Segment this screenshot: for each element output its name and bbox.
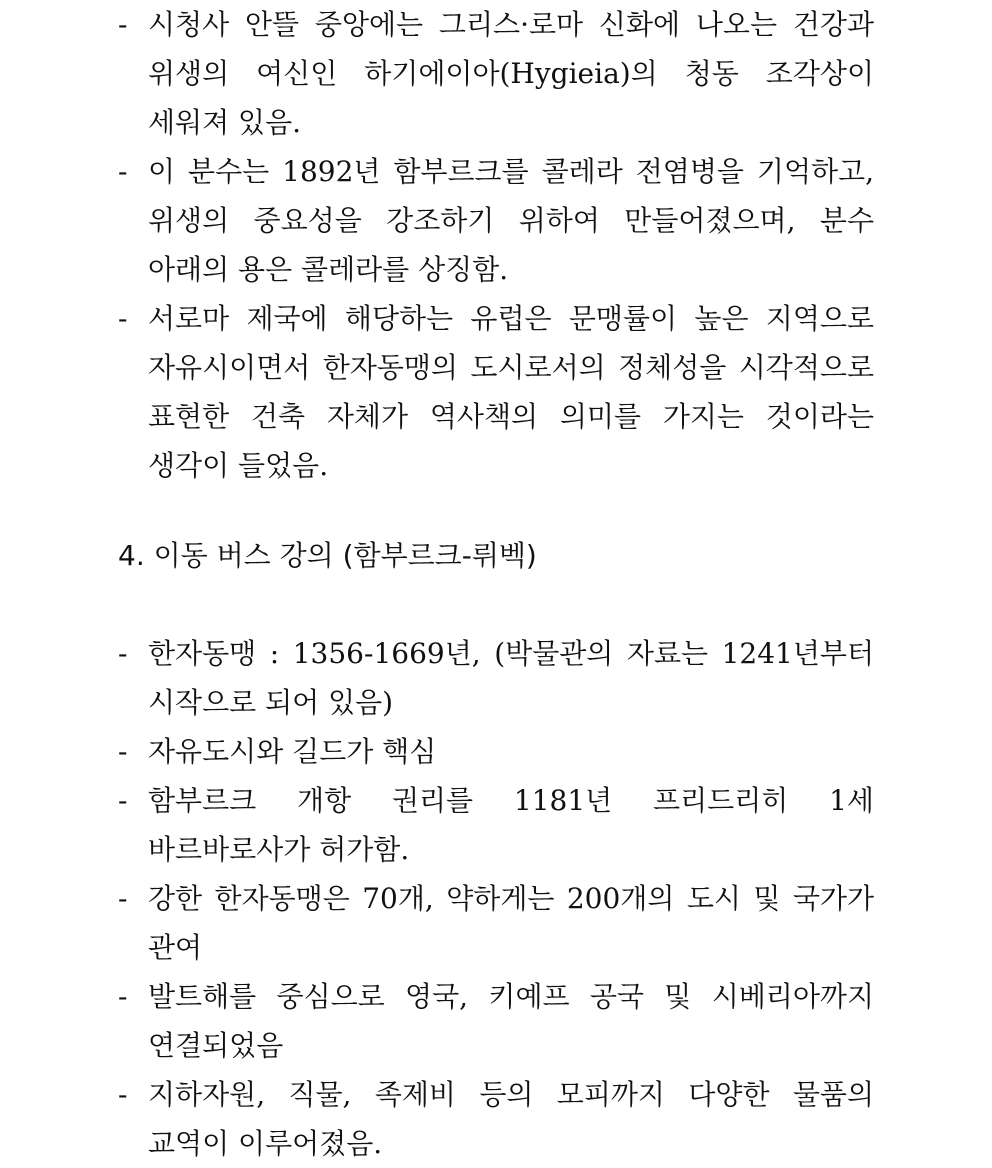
bullet-dash: - bbox=[118, 882, 128, 915]
list-item-text: 자유도시와 길드가 핵심 bbox=[148, 735, 437, 768]
list-item bbox=[118, 972, 874, 1070]
bullet-dash: - bbox=[118, 980, 128, 1013]
bullet-dash: - bbox=[118, 8, 128, 41]
list-item bbox=[118, 629, 874, 727]
bullet-dash: - bbox=[118, 784, 128, 817]
section-heading: 4. 이동 버스 강의 (함부르크-뤼벡) bbox=[118, 539, 537, 572]
list-item-text: 함부르크 개항 권리를 1181년 프리드리히 1세 바르바로사가 허가함. bbox=[148, 784, 874, 866]
list-item bbox=[118, 727, 874, 776]
bullet-list-section-4 bbox=[118, 629, 874, 1168]
list-item bbox=[118, 147, 874, 294]
list-item bbox=[118, 1070, 874, 1168]
bullet-dash: - bbox=[118, 155, 128, 188]
bullet-dash: - bbox=[118, 637, 128, 670]
list-item-text: 서로마 제국에 해당하는 유럽은 문맹률이 높은 지역으로 자유시이면서 한자동맹의 도시로서의 정체성을 시각적으로 표현한 건축 자체가 역사책의 의미를 가지는 것이라는 생각이 들었음. bbox=[148, 302, 874, 482]
list-item bbox=[118, 776, 874, 874]
list-item bbox=[118, 874, 874, 972]
list-item-text: 한자동맹 : 1356-1669년, (박물관의 자료는 1241년부터 시작으로 되어 있음) bbox=[148, 637, 874, 719]
list-item bbox=[118, 294, 874, 490]
list-item-text: 시청사 안뜰 중앙에는 그리스·로마 신화에 나오는 건강과 위생의 여신인 하기에이아(Hygieia)의 청동 조각상이 세워져 있음. bbox=[148, 8, 874, 139]
list-item-text: 이 분수는 1892년 함부르크를 콜레라 전염병을 기억하고, 위생의 중요성을 강조하기 위하여 만들어졌으며, 분수 아래의 용은 콜레라를 상징함. bbox=[148, 155, 874, 286]
list-item-text: 지하자원, 직물, 족제비 등의 모피까지 다양한 물품의 교역이 이루어졌음. bbox=[148, 1078, 874, 1160]
list-item bbox=[118, 0, 874, 147]
bullet-dash: - bbox=[118, 1078, 128, 1111]
bullet-dash: - bbox=[118, 302, 128, 335]
bullet-list-top bbox=[118, 0, 874, 490]
list-item-text: 발트해를 중심으로 영국, 키예프 공국 및 시베리아까지 연결되었음 bbox=[148, 980, 874, 1062]
list-item-text: 강한 한자동맹은 70개, 약하게는 200개의 도시 및 국가가 관여 bbox=[148, 882, 874, 964]
bullet-dash: - bbox=[118, 735, 128, 768]
